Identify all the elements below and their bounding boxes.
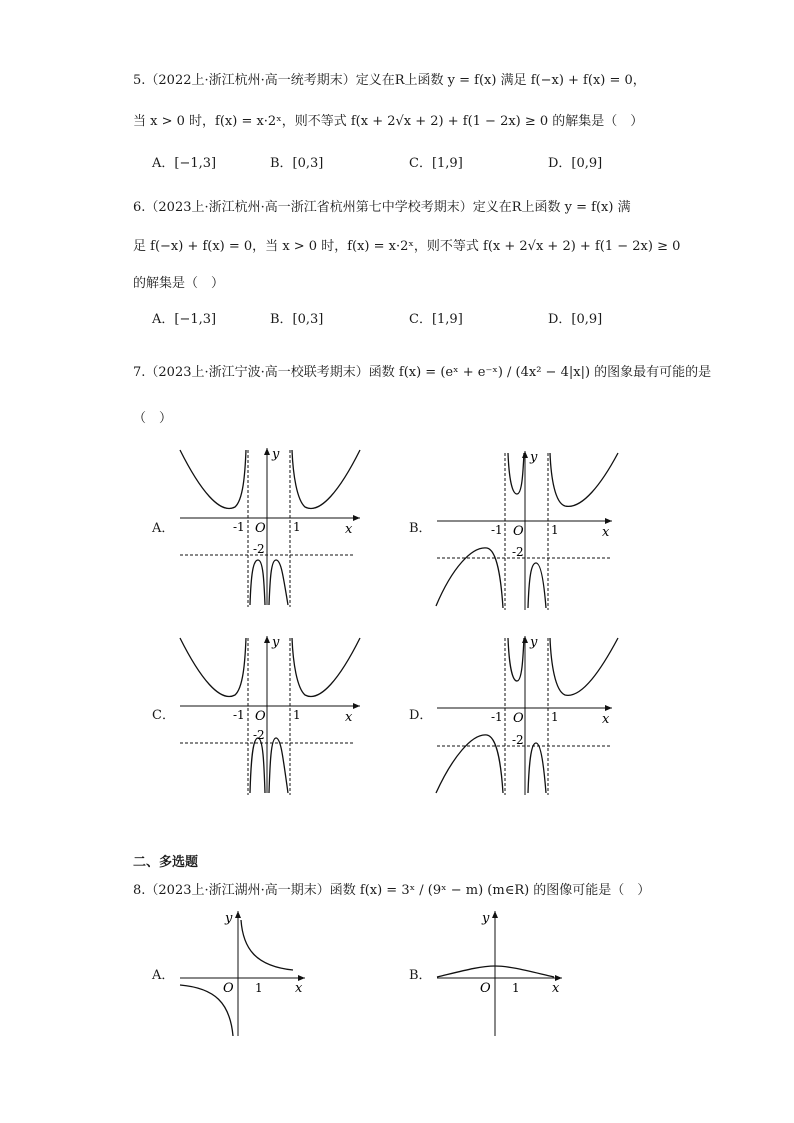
q5-option-c[interactable]: C．[1,9]: [409, 156, 463, 171]
curve-right-branch: [292, 638, 360, 696]
tick-neg-one: -1: [491, 710, 503, 724]
q8-graph-a[interactable]: [175, 908, 310, 1038]
q6-option-b[interactable]: B．[0,3]: [270, 312, 324, 327]
q7-graph-c[interactable]: [175, 633, 365, 798]
q6-line1: 6.（2023上·浙江杭州·高一浙江省杭州第七中学校考期末）定义在R上函数 y = f(x) 满: [133, 200, 631, 215]
tick-one: 1: [293, 520, 301, 534]
q8-graph-b[interactable]: [432, 908, 567, 1038]
x-label: x: [345, 710, 353, 725]
y-label: y: [530, 635, 538, 650]
tick-one: 1: [551, 710, 559, 724]
q7-line2: （ ）: [133, 411, 173, 426]
curve-middle-left: [250, 560, 265, 605]
q8-option-b-label[interactable]: B．: [409, 968, 432, 983]
q6-line3: 的解集是（ ）: [133, 276, 225, 291]
q6-line2: 足 f(−x) + f(x) = 0，当 x > 0 时，f(x) = x·2ˣ，则不等式 f(x + 2√x + 2) + f(1 − 2x) ≥ 0: [133, 239, 681, 254]
y-label: y: [272, 447, 280, 462]
tick-neg-two: -2: [512, 545, 524, 559]
curve-upper-middle: [508, 453, 524, 494]
x-label: x: [345, 522, 353, 537]
tick-neg-two: -2: [512, 733, 524, 747]
origin-label: O: [223, 981, 234, 996]
q7-option-a-label[interactable]: A．: [152, 521, 175, 536]
x-axis-arrow-icon: [353, 703, 360, 709]
y-label: y: [225, 911, 233, 926]
curve-right-branch: [292, 450, 360, 508]
tick-neg-two: -2: [253, 728, 265, 742]
x-axis-arrow-icon: [605, 518, 612, 524]
q7-option-b-label[interactable]: B．: [409, 521, 432, 536]
curve-upper-branch: [241, 920, 293, 970]
y-axis-arrow-icon: [264, 636, 270, 643]
tick-one: 1: [293, 708, 301, 722]
tick-neg-one: -1: [233, 520, 245, 534]
q5-line2: 当 x > 0 时，f(x) = x·2ˣ，则不等式 f(x + 2√x + 2) + f(1 − 2x) ≥ 0 的解集是（ ）: [133, 114, 644, 129]
x-axis-arrow-icon: [605, 705, 612, 711]
y-label: y: [530, 450, 538, 465]
curve-lower-middle: [528, 743, 546, 793]
q7-option-c-label[interactable]: C．: [152, 708, 175, 723]
q5-option-a[interactable]: A．[−1,3]: [152, 156, 217, 171]
curve-left-branch: [436, 548, 503, 608]
curve-middle-right: [269, 560, 288, 605]
q6-option-d[interactable]: D．[0,9]: [548, 312, 603, 327]
y-axis-arrow-icon: [264, 448, 270, 455]
curve-left-branch: [180, 450, 246, 508]
origin-label: O: [255, 521, 266, 536]
tick-neg-one: -1: [491, 523, 503, 537]
y-axis-arrow-icon: [235, 911, 241, 918]
y-label: y: [272, 635, 280, 650]
curve-lower-middle: [528, 563, 546, 608]
x-axis-arrow-icon: [353, 515, 360, 521]
curve-middle-right: [269, 738, 288, 793]
q7-graph-a[interactable]: [175, 445, 365, 610]
section-heading: 二、多选题: [133, 855, 199, 870]
tick-one: 1: [551, 523, 559, 537]
q6-option-a[interactable]: A．[−1,3]: [152, 312, 217, 327]
q7-option-d-label[interactable]: D．: [409, 708, 433, 723]
q7-graph-d[interactable]: [432, 633, 622, 798]
curve-middle-left: [250, 738, 265, 793]
curve-right-branch: [550, 638, 618, 695]
x-label: x: [602, 712, 610, 727]
q7-line1: 7.（2023上·浙江宁波·高一校联考期末）函数 f(x) = (eˣ + e⁻ˣ) / (4x² − 4|x|) 的图象最有可能的是: [133, 365, 712, 380]
q6-option-c[interactable]: C．[1,9]: [409, 312, 463, 327]
curve-left-branch: [180, 638, 246, 696]
tick-one: 1: [512, 981, 520, 995]
tick-one: 1: [255, 981, 263, 995]
y-axis-arrow-icon: [522, 451, 528, 458]
origin-label: O: [255, 709, 266, 724]
curve-upper-middle: [508, 638, 524, 681]
curve-left-branch: [436, 735, 503, 793]
q5-line1: 5.（2022上·浙江杭州·高一统考期末）定义在R上函数 y = f(x) 满足 f(−x) + f(x) = 0，: [133, 73, 646, 88]
q8-line1: 8.（2023上·浙江湖州·高一期末）函数 f(x) = 3ˣ / (9ˣ − m) (m∈R) 的图像可能是（ ）: [133, 883, 651, 898]
curve-right-branch: [550, 453, 618, 506]
origin-label: O: [480, 981, 491, 996]
q5-option-d[interactable]: D．[0,9]: [548, 156, 603, 171]
x-label: x: [602, 525, 610, 540]
q5-option-b[interactable]: B．[0,3]: [270, 156, 324, 171]
y-axis-arrow-icon: [522, 636, 528, 643]
x-label: x: [295, 981, 303, 996]
origin-label: O: [513, 711, 524, 726]
y-label: y: [482, 911, 490, 926]
x-label: x: [552, 981, 560, 996]
y-axis-arrow-icon: [492, 911, 498, 918]
q7-graph-b[interactable]: [432, 448, 622, 613]
tick-neg-two: -2: [253, 542, 265, 556]
origin-label: O: [513, 524, 524, 539]
q8-option-a-label[interactable]: A．: [152, 968, 175, 983]
tick-neg-one: -1: [233, 708, 245, 722]
